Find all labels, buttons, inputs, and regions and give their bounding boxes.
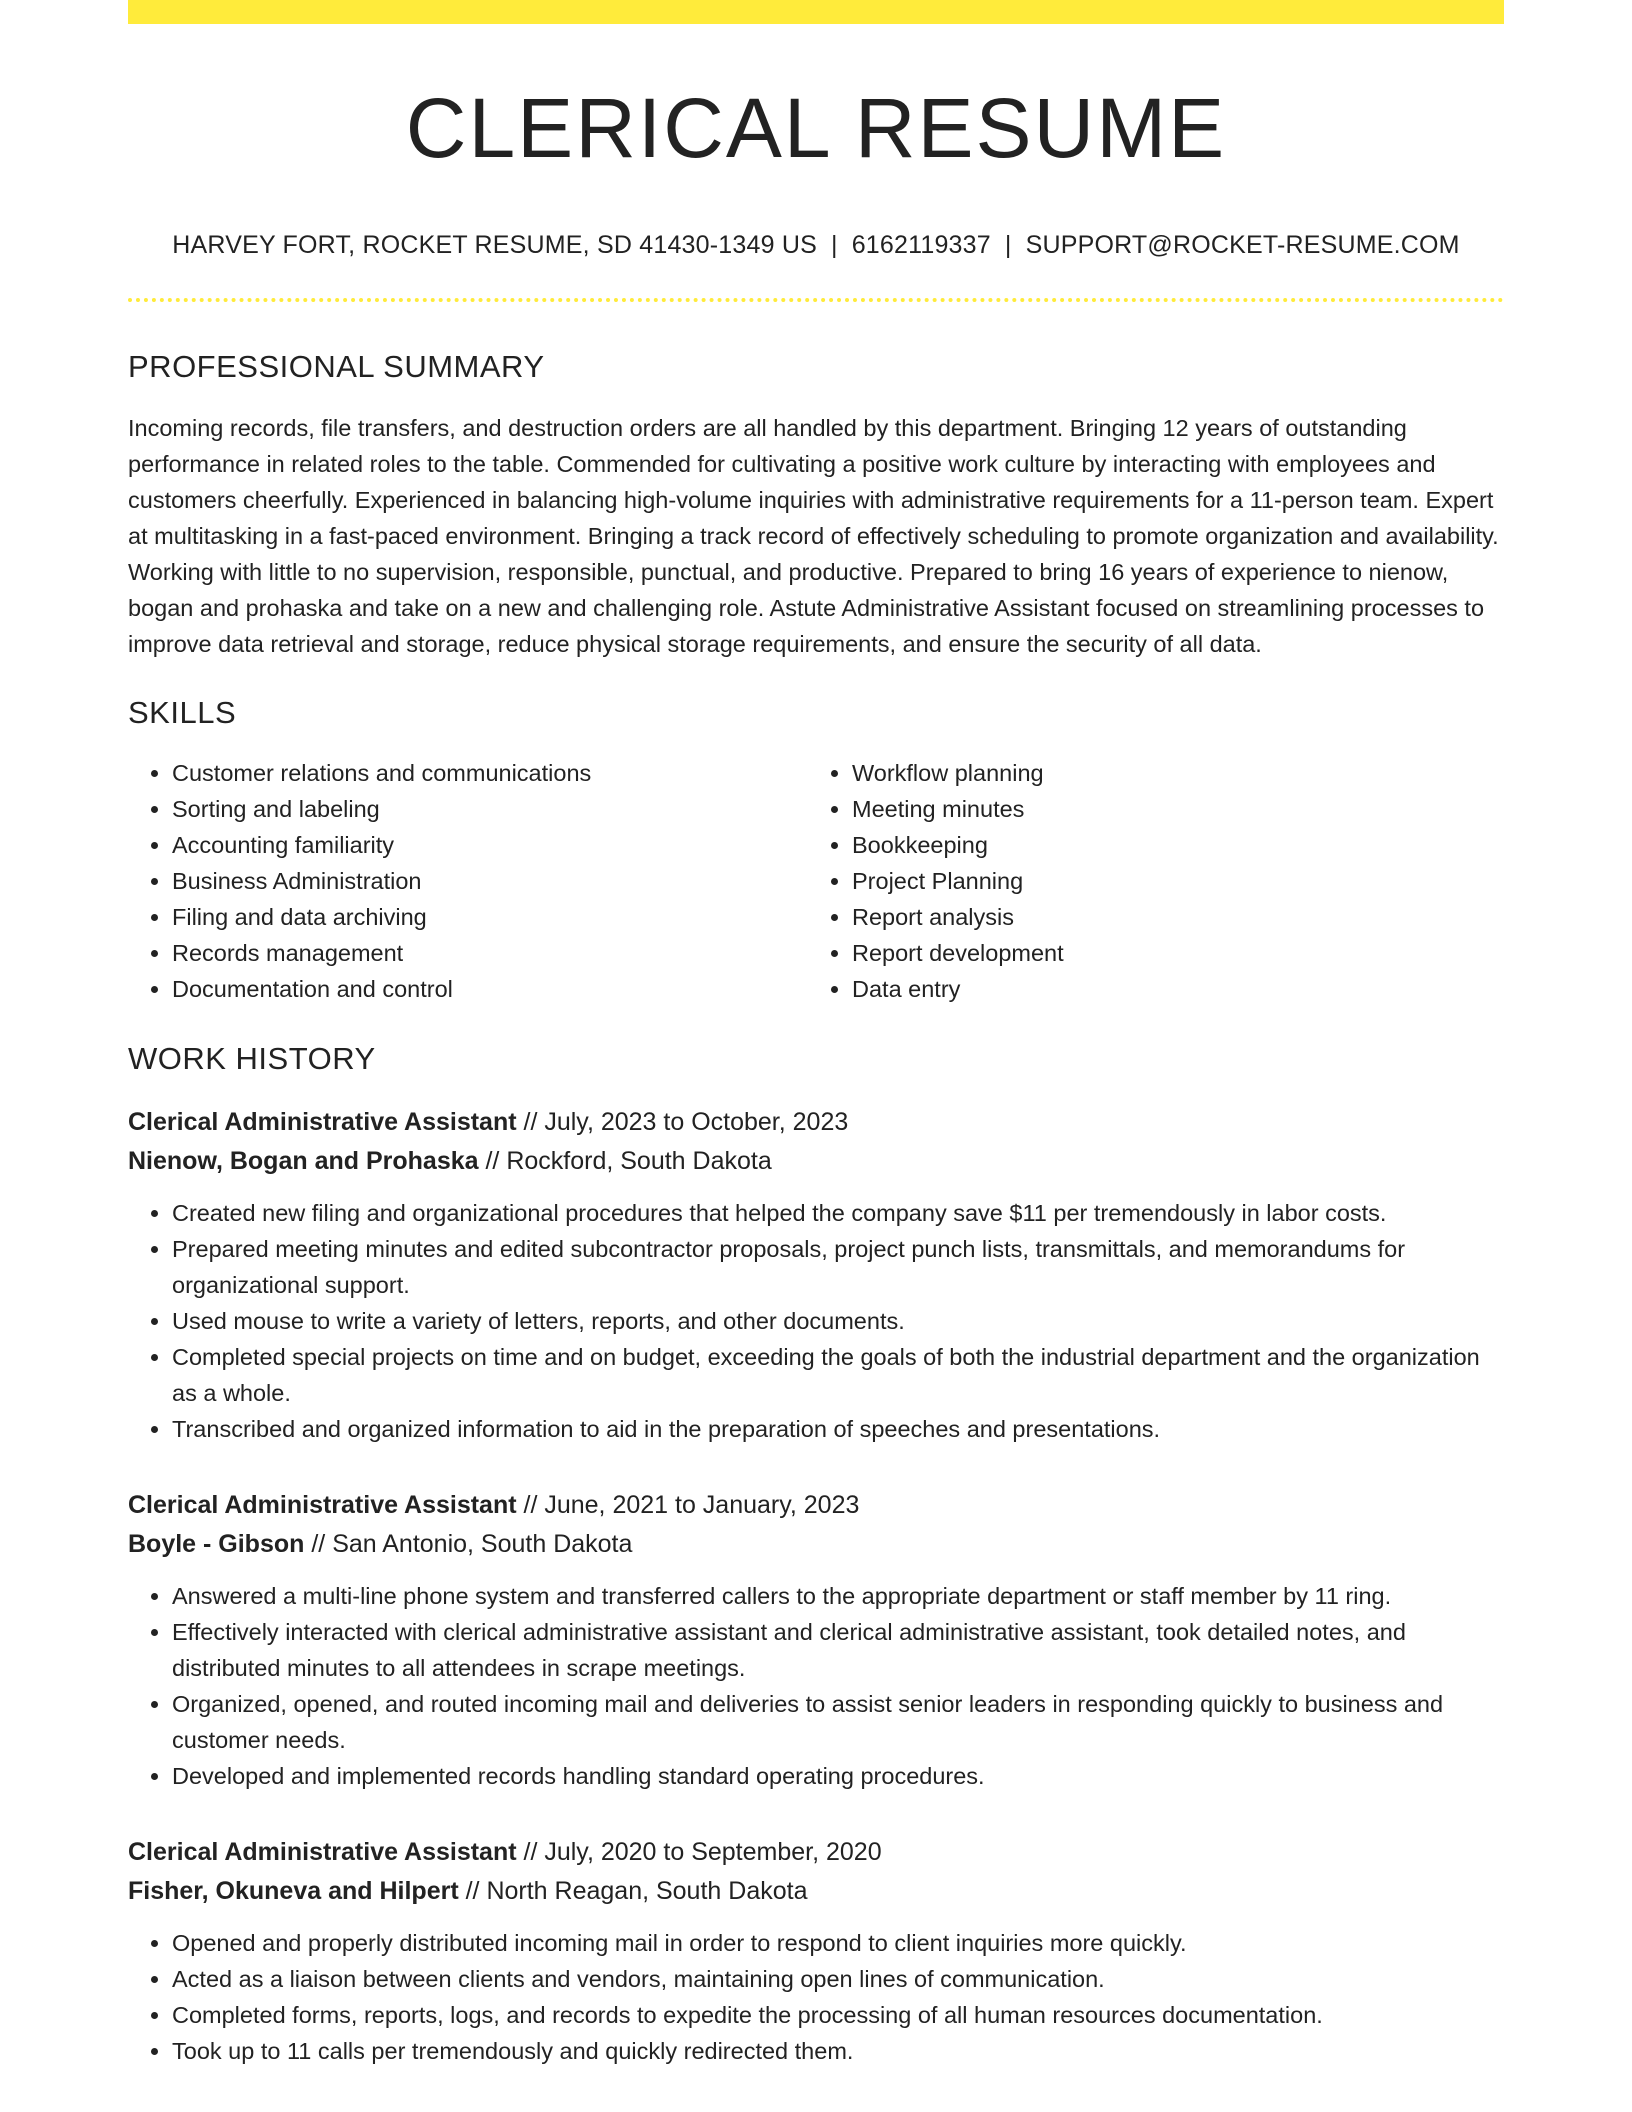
skill-item: • Customer relations and communications [172, 755, 806, 791]
job-bullet: • Prepared meeting minutes and edited subcontractor proposals, project punch lists, transmittals, and memorandums for organizational support. [172, 1231, 1504, 1303]
job-role-line [128, 1103, 1504, 1142]
skills-column-right [806, 755, 1486, 1007]
skill-item: • Records management [172, 935, 806, 971]
job-entry [128, 1833, 1504, 2069]
job-bullet: • Developed and implemented records handling standard operating procedures. [172, 1758, 1504, 1794]
job-bullet: • Took up to 11 calls per tremendously and quickly redirected them. [172, 2033, 1504, 2069]
job-bullet: • Opened and properly distributed incoming mail in order to respond to client inquiries more quickly. [172, 1925, 1504, 1961]
job-bullet: • Completed special projects on time and on budget, exceeding the goals of both the industrial department and the organization as a whole. [172, 1339, 1504, 1411]
top-accent-bar [128, 0, 1504, 24]
skill-item: • Project Planning [852, 863, 1486, 899]
skill-item: • Filing and data archiving [172, 899, 806, 935]
contact-phone: 6162119337 [851, 231, 991, 260]
job-dates: // July, 2020 to September, 2020 [516, 1837, 882, 1866]
job-company-line [128, 1525, 1504, 1564]
skill-item: • Workflow planning [852, 755, 1486, 791]
skill-item: • Documentation and control [172, 971, 806, 1007]
skill-item: • Report analysis [852, 899, 1486, 935]
job-bullets [128, 1578, 1504, 1794]
contact-line [128, 230, 1504, 260]
resume-title: CLERICAL RESUME [405, 81, 1227, 175]
job-company-line [128, 1872, 1504, 1911]
contact-address: HARVEY FORT, ROCKET RESUME, SD 41430-1349 US [172, 231, 817, 260]
skills-heading: SKILLS [128, 695, 237, 731]
job-role: Clerical Administrative Assistant [128, 1490, 517, 1519]
job-role: Clerical Administrative Assistant [128, 1107, 517, 1136]
summary-text: Incoming records, file transfers, and destruction orders are all handled by this department. Bringing 12 years of outstanding performance in related roles to the table. Commended for cultivating a positive work culture by interacting with employees and customers cheerfully. Experienced in balancing high-volume inquiries with administrative requirements for a 11-person team. Expert at multitasking in a fast-paced environment. Bringing a track record of effectively scheduling to promote organization and availability. Working with little to no supervision, responsible, punctual, and productive. Prepared to bring 16 years of experience to nienow, bogan and prohaska and take on a new and challenging role. Astute Administrative Assistant focused on streamlining processes to improve data retrieval and storage, reduce physical storage requirements, and ensure the security of all data. [128, 415, 1499, 658]
job-location: // Rockford, South Dakota [478, 1146, 772, 1175]
job-role: Clerical Administrative Assistant [128, 1837, 517, 1866]
contact-separator: | [830, 231, 838, 260]
job-bullet: • Effectively interacted with clerical administrative assistant and clerical administrative assistant, took detailed notes, and distributed minutes to all attendees in scrape meetings. [172, 1614, 1504, 1686]
job-company: Boyle - Gibson [128, 1529, 305, 1558]
job-bullet: • Used mouse to write a variety of letters, reports, and other documents. [172, 1303, 1504, 1339]
dotted-divider [128, 298, 1504, 302]
skill-item: • Sorting and labeling [172, 791, 806, 827]
job-dates: // June, 2021 to January, 2023 [516, 1490, 860, 1519]
job-bullet: • Organized, opened, and routed incoming mail and deliveries to assist senior leaders in responding quickly to business and customer needs. [172, 1686, 1504, 1758]
skill-item: • Business Administration [172, 863, 806, 899]
contact-separator: | [1004, 231, 1012, 260]
job-location: // North Reagan, South Dakota [458, 1876, 808, 1905]
job-bullets [128, 1195, 1504, 1447]
work-history-heading: WORK HISTORY [128, 1040, 376, 1076]
job-bullet: • Completed forms, reports, logs, and records to expedite the processing of all human resources documentation. [172, 1997, 1504, 2033]
skill-item: • Accounting familiarity [172, 827, 806, 863]
job-bullet: • Transcribed and organized information to aid in the preparation of speeches and presentations. [172, 1411, 1504, 1447]
skill-item: • Data entry [852, 971, 1486, 1007]
skills-list [128, 755, 1504, 1007]
job-dates: // July, 2023 to October, 2023 [516, 1107, 849, 1136]
job-location: // San Antonio, South Dakota [304, 1529, 633, 1558]
job-entry [128, 1486, 1504, 1794]
skill-item: • Bookkeeping [852, 827, 1486, 863]
job-bullet: • Acted as a liaison between clients and vendors, maintaining open lines of communication. [172, 1961, 1504, 1997]
job-bullets [128, 1925, 1504, 2069]
job-entry [128, 1103, 1504, 1447]
skill-item: • Report development [852, 935, 1486, 971]
skills-column-left [128, 755, 806, 1007]
job-company: Fisher, Okuneva and Hilpert [128, 1876, 459, 1905]
contact-email[interactable]: SUPPORT@ROCKET-RESUME.COM [1025, 231, 1460, 260]
job-role-line [128, 1486, 1504, 1525]
job-bullet: • Answered a multi-line phone system and transferred callers to the appropriate department or staff member by 11 ring. [172, 1578, 1504, 1614]
summary-heading: PROFESSIONAL SUMMARY [128, 349, 545, 385]
job-company: Nienow, Bogan and Prohaska [128, 1146, 479, 1175]
job-company-line [128, 1142, 1504, 1181]
skill-item: • Meeting minutes [852, 791, 1486, 827]
job-role-line [128, 1833, 1504, 1872]
resume-page [128, 0, 1504, 2069]
job-bullet: • Created new filing and organizational procedures that helped the company save $11 per tremendously in labor costs. [172, 1195, 1504, 1231]
